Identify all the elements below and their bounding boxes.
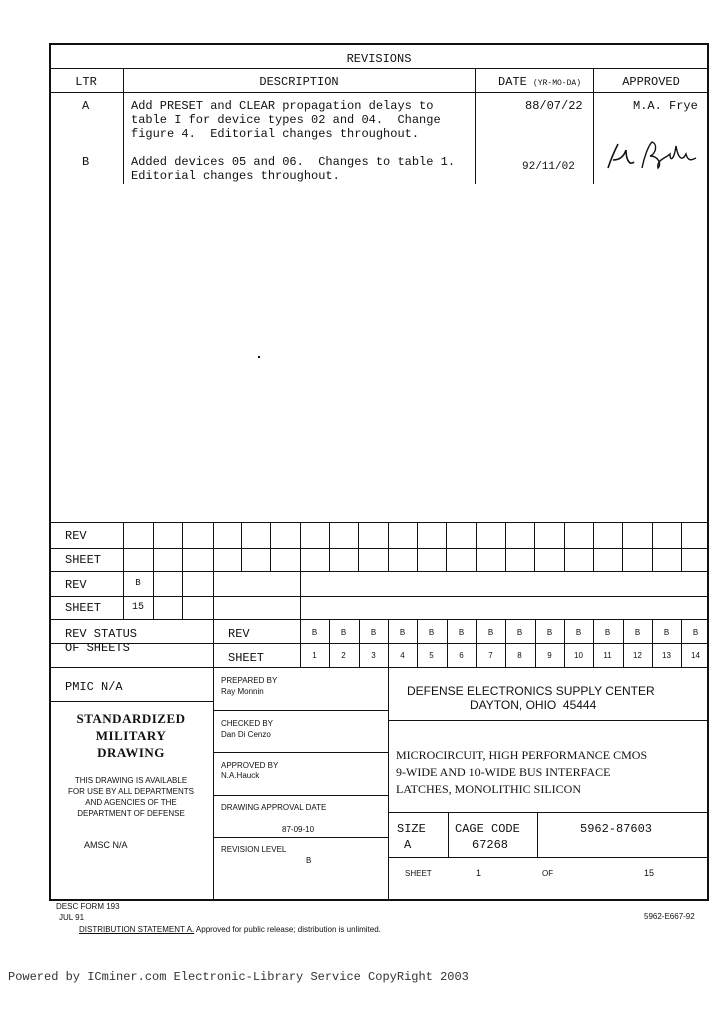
rev-status-sheet-cell: 12: [633, 651, 642, 660]
rev-status-label-1: REV STATUS: [65, 627, 138, 641]
standardized-line1: STANDARDIZED: [76, 711, 186, 726]
divider: [681, 522, 682, 571]
rev-row-a-approved: M.A. Frye: [633, 99, 698, 113]
grid-sheet-label-2: SHEET: [65, 601, 102, 615]
divider: [241, 522, 242, 571]
divider: [476, 522, 477, 571]
header-description: DESCRIPTION: [259, 75, 339, 89]
divider: [213, 795, 388, 796]
grid-rev-b: B: [135, 578, 141, 588]
sheet-value: 1: [476, 868, 482, 878]
rev-status-rev-cell: B: [634, 628, 641, 637]
rev-status-sheet-cell: 4: [400, 651, 405, 660]
title-line3: LATCHES, MONOLITHIC SILICON: [396, 782, 581, 796]
revisions-title: REVISIONS: [346, 52, 412, 66]
approval-date-label: DRAWING APPROVAL DATE: [221, 803, 327, 812]
header-approved: APPROVED: [622, 75, 680, 89]
divider: [329, 522, 330, 571]
rev-status-rev-cell: B: [546, 628, 553, 637]
cage-code-label: CAGE CODE: [455, 822, 520, 836]
rev-row-a-desc-1: Add PRESET and CLEAR propagation delays to: [131, 99, 434, 113]
approval-date-value: 87-09-10: [282, 825, 315, 834]
agency-line1: DEFENSE ELECTRONICS SUPPLY CENTER: [407, 684, 655, 698]
divider: [448, 812, 449, 857]
availability-1: THIS DRAWING IS AVAILABLE: [74, 776, 188, 785]
rev-status-rev-cell: B: [340, 628, 347, 637]
divider: [49, 92, 709, 93]
divider: [49, 643, 709, 644]
divider: [358, 522, 359, 571]
divider: [213, 667, 214, 899]
rev-status-rev-cell: B: [311, 628, 318, 637]
grid-rev-label: REV: [65, 529, 87, 543]
checked-value: Dan Di Cenzo: [221, 730, 271, 739]
cage-code-value: 67268: [472, 838, 509, 852]
size-value: A: [404, 838, 412, 852]
divider: [213, 710, 388, 711]
divider: [475, 68, 476, 184]
drawing-number: 5962-87603: [580, 822, 653, 836]
rev-status-sheet-cell: 9: [547, 651, 552, 660]
rev-row-a-desc-3: figure 4. Editorial changes throughout.: [131, 127, 420, 141]
divider: [213, 522, 214, 667]
divider: [537, 812, 538, 857]
rev-row-a-desc-2: table I for device types 02 and 04. Change: [131, 113, 441, 127]
amsc-label: AMSC N/A: [84, 840, 128, 850]
divider: [652, 522, 653, 571]
pmic-label: PMIC N/A: [65, 680, 123, 694]
agency-line2: DAYTON, OHIO 45444: [470, 698, 597, 712]
distribution-statement: [79, 925, 381, 934]
rev-status-sheet-label: SHEET: [228, 651, 265, 665]
divider: [182, 522, 183, 619]
rev-status-rev-cell: B: [428, 628, 435, 637]
rev-status-sheet-cell: 13: [662, 651, 671, 660]
rev-status-rev-cell: B: [604, 628, 611, 637]
rev-status-sheet-cell: 6: [459, 651, 464, 660]
prepared-value: Ray Monnin: [221, 687, 264, 696]
divider: [49, 68, 709, 69]
standardized-line2: MILITARY: [95, 728, 167, 743]
divider: [388, 857, 709, 858]
divider: [446, 522, 447, 571]
divider: [153, 522, 154, 619]
rev-status-sheet-cell: 7: [488, 651, 493, 660]
rev-row-b-ltr: B: [82, 155, 90, 169]
form-line2: JUL 91: [59, 913, 85, 922]
rev-status-sheet-cell: 10: [574, 651, 583, 660]
prepared-label: PREPARED BY: [221, 676, 278, 685]
rev-row-b-desc-1: Added devices 05 and 06. Changes to table 1.: [131, 155, 456, 169]
rev-row-b-desc-2: Editorial changes throughout.: [131, 169, 340, 183]
title-line2: 9-WIDE AND 10-WIDE BUS INTERFACE: [396, 765, 611, 779]
availability-4: DEPARTMENT OF DEFENSE: [77, 809, 185, 818]
revision-level-label: REVISION LEVEL: [221, 845, 287, 854]
divider: [49, 667, 213, 668]
distribution-text: Approved for public release; distribution is unlimited.: [194, 925, 381, 934]
form-line1: DESC FORM 193: [56, 902, 120, 911]
divider: [49, 548, 709, 549]
divider: [213, 667, 709, 668]
header-date: DATE: [498, 75, 527, 89]
header-date-format: (YR-MO-DA): [533, 79, 582, 88]
rev-status-rev-cell: B: [487, 628, 494, 637]
approved-label: APPROVED BY: [221, 761, 279, 770]
divider: [49, 522, 709, 523]
distribution-label: DISTRIBUTION STATEMENT A.: [79, 925, 195, 934]
rev-status-sheet-cell: 3: [371, 651, 376, 660]
approver-signature-icon: [600, 138, 700, 178]
rev-status-label-2: OF SHEETS: [65, 641, 130, 655]
divider: [213, 752, 388, 753]
of-value: 15: [644, 868, 655, 878]
of-label: OF: [542, 869, 554, 878]
divider: [388, 522, 389, 571]
rev-status-sheet-cell: 2: [341, 651, 346, 660]
divider: [505, 522, 506, 571]
approved-value: N.A.Hauck: [221, 771, 260, 780]
rev-status-rev-cell: B: [575, 628, 582, 637]
grid-rev-label-2: REV: [65, 578, 87, 592]
divider: [534, 522, 535, 571]
speck: [258, 356, 260, 358]
rev-status-sheet-cell: 8: [517, 651, 522, 660]
form-code: 5962-E667-92: [644, 912, 695, 921]
divider: [49, 571, 709, 572]
divider: [388, 812, 709, 813]
size-label: SIZE: [397, 822, 426, 836]
sheet-label: SHEET: [405, 869, 432, 878]
standardized-line3: DRAWING: [97, 745, 165, 760]
rev-status-rev-cell: B: [458, 628, 465, 637]
header-ltr: LTR: [75, 75, 97, 89]
rev-status-rev-label: REV: [228, 627, 250, 641]
divider: [49, 596, 709, 597]
divider: [49, 701, 213, 702]
revision-level-value: B: [306, 856, 312, 865]
rev-status-sheet-cell: 14: [691, 651, 700, 660]
rev-row-a-ltr: A: [82, 99, 90, 113]
divider: [622, 522, 623, 571]
divider: [49, 619, 709, 620]
grid-sheet-15: 15: [131, 602, 144, 613]
rev-status-sheet-cell: 1: [312, 651, 317, 660]
checked-label: CHECKED BY: [221, 719, 274, 728]
rev-status-rev-cell: B: [663, 628, 670, 637]
rev-status-rev-cell: B: [370, 628, 377, 637]
rev-status-sheet-cell: 5: [429, 651, 434, 660]
divider: [123, 522, 124, 619]
rev-status-sheet-cell: 11: [603, 651, 612, 660]
rev-status-rev-cell: B: [516, 628, 523, 637]
divider: [213, 837, 388, 838]
powered-by-footer: Powered by ICminer.com Electronic-Library Service CopyRight 2003: [8, 970, 469, 984]
divider: [417, 522, 418, 571]
divider: [388, 720, 709, 721]
rev-row-b-date: 92/11/02: [522, 161, 575, 173]
grid-sheet-label: SHEET: [65, 553, 102, 567]
rev-status-rev-cell: B: [399, 628, 406, 637]
availability-3: AND AGENCIES OF THE: [85, 798, 177, 807]
rev-status-rev-cell: B: [692, 628, 699, 637]
title-line1: MICROCIRCUIT, HIGH PERFORMANCE CMOS: [396, 748, 648, 762]
divider: [270, 522, 271, 571]
divider: [564, 522, 565, 571]
divider: [388, 667, 389, 899]
divider: [593, 522, 594, 571]
availability-2: FOR USE BY ALL DEPARTMENTS: [68, 787, 194, 796]
rev-row-a-date: 88/07/22: [525, 99, 583, 113]
